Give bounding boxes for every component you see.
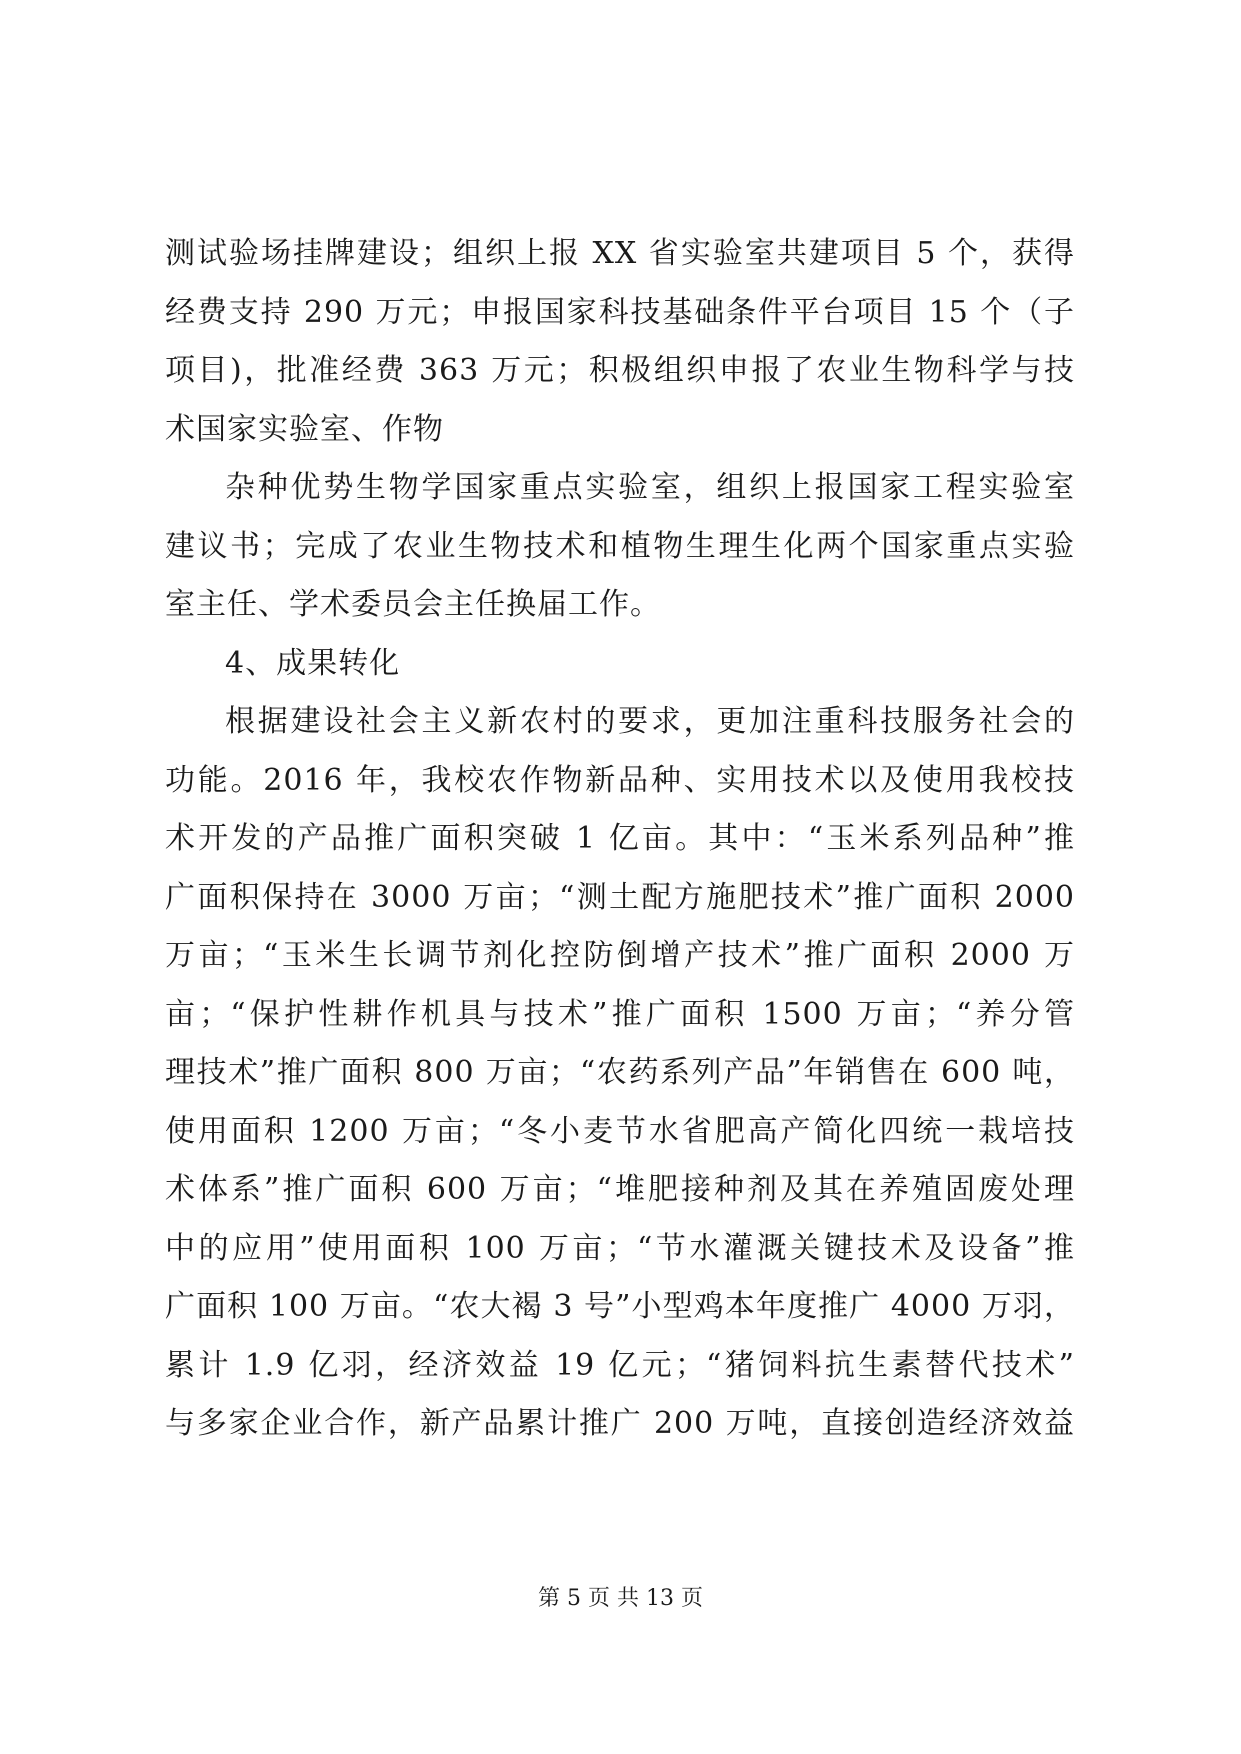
text-line: 亩；“保护性耕作机具与技术”推广面积 1500 万亩；“养分管	[165, 996, 1075, 1032]
text-line: 杂种优势生物学国家重点实验室，组织上报国家工程实验室	[225, 470, 1075, 505]
text-line: 与多家企业合作，新产品累计推广 200 万吨，直接创造经济效益	[165, 1406, 1075, 1441]
text-line: 根据建设社会主义新农村的要求，更加注重科技服务社会的	[225, 704, 1075, 739]
text-line: 测试验场挂牌建设；组织上报 XX 省实验室共建项目 5 个，获得	[165, 236, 1075, 271]
text-line: 广面积保持在 3000 万亩；“测土配方施肥技术”推广面积 2000	[165, 879, 1075, 915]
body-text	[165, 225, 1075, 1454]
text-line: 理技术”推广面积 800 万亩；“农药系列产品”年销售在 600 吨，	[165, 1055, 1075, 1090]
page-number: 第 5 页 共 13 页	[538, 1586, 703, 1611]
text-line: 经费支持 290 万元；申报国家科技基础条件平台项目 15 个（子	[165, 294, 1075, 330]
text-line: 术国家实验室、作物	[165, 411, 444, 447]
text-line: 建议书；完成了农业生物技术和植物生理生化两个国家重点实验	[165, 528, 1075, 564]
text-line: 项目)，批准经费 363 万元；积极组织申报了农业生物科学与技	[165, 353, 1075, 388]
text-line: 万亩；“玉米生长调节剂化控防倒增产技术”推广面积 2000 万	[165, 938, 1075, 973]
text-line: 功能。2016 年，我校农作物新品种、实用技术以及使用我校技	[165, 762, 1075, 798]
text-line: 术体系”推广面积 600 万亩；“堆肥接种剂及其在养殖固废处理	[165, 1172, 1075, 1207]
text-line: 使用面积 1200 万亩；“冬小麦节水省肥高产简化四统一栽培技	[165, 1113, 1075, 1149]
text-line: 中的应用”使用面积 100 万亩；“节水灌溉关键技术及设备”推	[165, 1230, 1075, 1266]
text-line: 术开发的产品推广面积突破 1 亿亩。其中：“玉米系列品种”推	[165, 821, 1075, 856]
text-line: 广面积 100 万亩。“农大褐 3 号”小型鸡本年度推广 4000 万羽，	[165, 1289, 1075, 1324]
text-line: 室主任、学术委员会主任换届工作。	[165, 587, 661, 622]
section-heading: 4、成果转化	[225, 645, 401, 681]
text-line: 累计 1.9 亿羽，经济效益 19 亿元；“猪饲料抗生素替代技术”	[165, 1347, 1075, 1383]
